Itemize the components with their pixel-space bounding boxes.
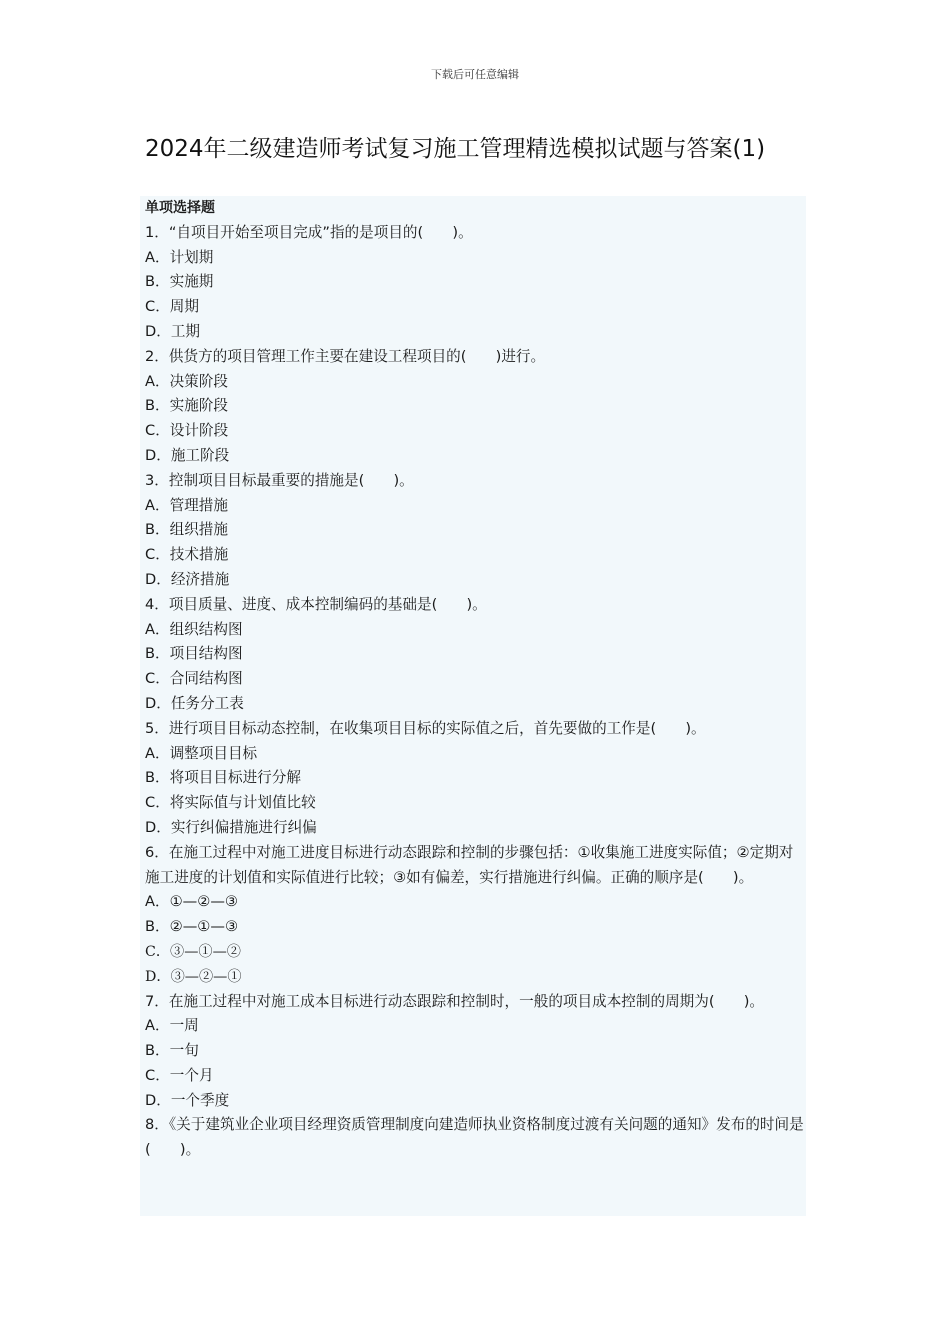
question-7-option-d: D．一个季度 [145, 1091, 230, 1109]
question-7-option-a: A．一周 [145, 1017, 199, 1035]
question-7-option-c: C．一个月 [145, 1066, 214, 1084]
question-5-option-b: B．将项目目标进行分解 [145, 769, 301, 787]
question-4-option-d: D．任务分工表 [145, 694, 244, 712]
question-5-option-d: D．实行纠偏措施进行纠偏 [145, 818, 317, 836]
question-7-text: 7．在施工过程中对施工成本目标进行动态跟踪和控制时，一般的项目成本控制的周期为( )。 [145, 992, 765, 1010]
question-6-text: 6．在施工过程中对施工进度目标进行动态跟踪和控制的步骤包括：①收集施工进度实际值；②定期对施工进度的计划值和实际值进行比较；③如有偏差，实行措施进行纠偏。正确的顺序是( )。 [145, 843, 794, 886]
question-7-option-b: B．一旬 [145, 1042, 199, 1060]
question-3-option-a: A．管理措施 [145, 496, 228, 514]
question-4-option-c: C．合同结构图 [145, 670, 243, 688]
question-5-option-a: A．调整项目目标 [145, 744, 258, 762]
question-6-option-c: C．③—①—② [145, 943, 241, 960]
question-1-option-a: A．计划期 [145, 248, 214, 266]
question-6-option-d: D．③—②—① [145, 968, 242, 985]
document-title: 2024年二级建造师考试复习施工管理精选模拟试题与答案(1) [145, 136, 766, 162]
question-list [140, 196, 806, 1216]
question-2-option-b: B．实施阶段 [145, 397, 228, 415]
header-note: 下载后可任意编辑 [431, 68, 519, 81]
question-1-option-d: D．工期 [145, 322, 201, 340]
question-1-option-c: C．周期 [145, 298, 199, 316]
question-3-option-c: C．技术措施 [145, 546, 229, 564]
question-1-text: 1．“自项目开始至项目完成”指的是项目的( )。 [145, 223, 473, 241]
question-2-option-a: A．决策阶段 [145, 372, 228, 390]
question-1-option-b: B．实施期 [145, 273, 214, 291]
question-6-option-b: B．②—①—③ [145, 918, 239, 936]
question-4-option-b: B．项目结构图 [145, 645, 243, 663]
question-2-option-d: D．施工阶段 [145, 446, 230, 464]
question-3-text: 3．控制项目目标最重要的措施是( )。 [145, 471, 414, 489]
question-4-option-a: A．组织结构图 [145, 620, 243, 638]
question-5-option-c: C．将实际值与计划值比较 [145, 794, 316, 812]
question-2-text: 2．供货方的项目管理工作主要在建设工程项目的( )进行。 [145, 347, 546, 365]
question-5-text: 5．进行项目目标动态控制，在收集项目目标的实际值之后，首先要做的工作是( )。 [145, 719, 706, 737]
question-2-option-c: C．设计阶段 [145, 422, 229, 440]
question-8-text: 8．《关于建筑业企业项目经理资质管理制度向建造师执业资格制度过渡有关问题的通知》发布的时间是( )。 [145, 1116, 804, 1159]
question-6-option-a: A．①—②—③ [145, 893, 239, 911]
question-3-option-b: B．组织措施 [145, 521, 228, 539]
section-title: 单项选择题 [145, 200, 215, 216]
question-3-option-d: D．经济措施 [145, 570, 230, 588]
question-4-text: 4．项目质量、进度、成本控制编码的基础是( )。 [145, 595, 487, 613]
